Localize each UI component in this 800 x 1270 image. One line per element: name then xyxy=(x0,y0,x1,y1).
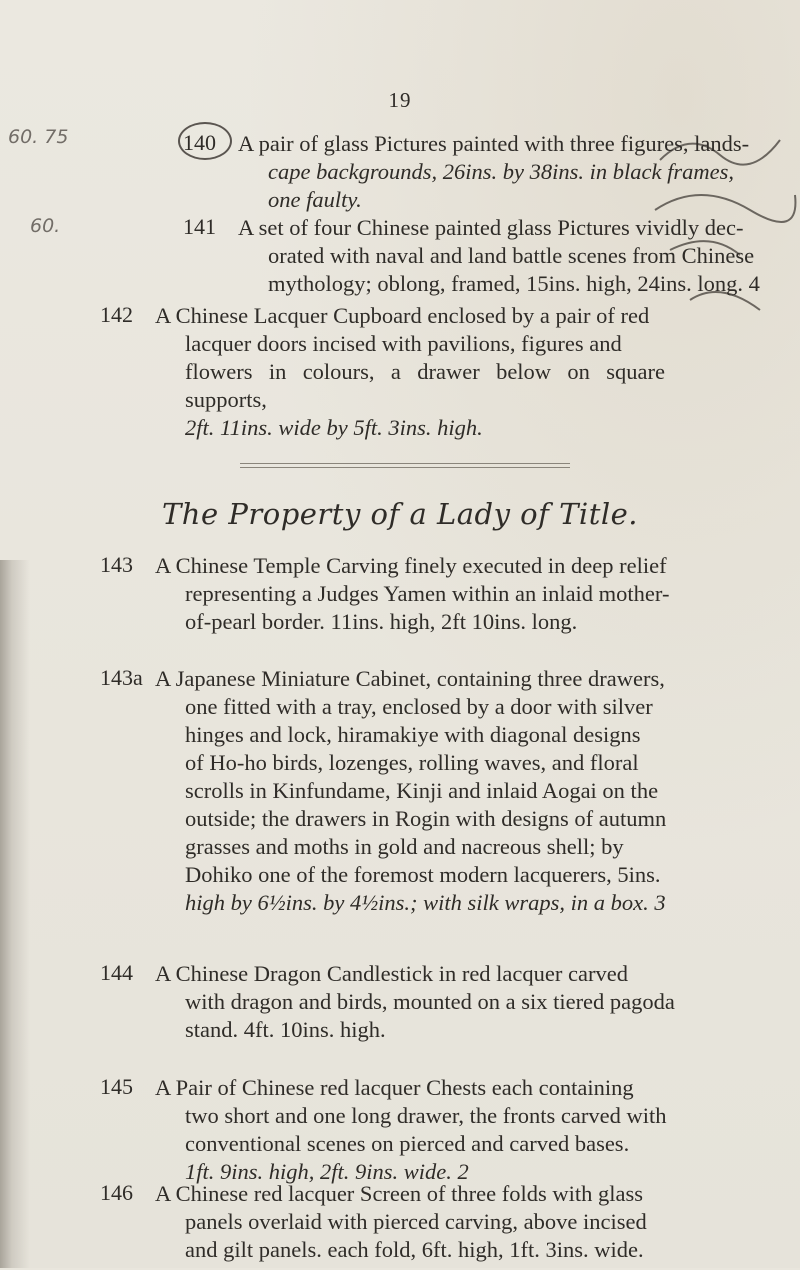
lot-142 xyxy=(100,302,720,440)
lot-number: 145 xyxy=(100,1074,133,1099)
lot-description xyxy=(238,214,783,298)
lot-description xyxy=(155,960,720,1044)
lot-line: hinges and lock, hiramakiye with diagonal designs xyxy=(185,722,641,747)
lot-lead-line: A Chinese Temple Carving finely executed in deep relief xyxy=(155,553,667,578)
lot-line: Dohiko one of the foremost modern lacquerers, 5ins. xyxy=(185,862,661,887)
lot-line: 2ft. 11ins. wide by 5ft. 3ins. high. xyxy=(185,415,483,440)
lot-number: 143a xyxy=(100,665,143,690)
lot-line: of-pearl border. 11ins. high, 2ft 10ins. long. xyxy=(185,609,578,634)
lot-number: 143 xyxy=(100,552,133,577)
handwritten-price-annotation: 60. 75 xyxy=(8,126,69,148)
lot-line: one faulty. xyxy=(268,187,362,212)
lot-line: with dragon and birds, mounted on a six tiered pagoda xyxy=(185,989,675,1014)
divider-rule xyxy=(240,463,570,464)
lot-lead-line: A pair of glass Pictures painted with three figures, lands- xyxy=(238,131,750,156)
lot-line: cape backgrounds, 26ins. by 38ins. in black frames, xyxy=(268,159,734,184)
lot-line: orated with naval and land battle scenes from Chinese xyxy=(268,243,755,268)
lot-line: two short and one long drawer, the fronts carved with xyxy=(185,1103,667,1128)
lot-line: flowers in colours, a drawer below on square supports, xyxy=(185,359,665,412)
lot-line: 1ft. 9ins. high, 2ft. 9ins. wide. 2 xyxy=(185,1159,469,1184)
lot-145 xyxy=(100,1074,720,1194)
page-number: 19 xyxy=(388,88,412,112)
lot-lead-line: A Chinese Lacquer Cupboard enclosed by a pair of red xyxy=(155,303,650,328)
lot-line: panels overlaid with pierced carving, above incised xyxy=(185,1209,647,1234)
lot-lead-line: A set of four Chinese painted glass Pictures vividly dec- xyxy=(238,215,744,240)
handwritten-price-annotation: 60. xyxy=(30,215,61,237)
lot-description xyxy=(155,1074,720,1186)
lot-143a xyxy=(100,665,720,935)
lot-line: representing a Judges Yamen within an inlaid mother- xyxy=(185,581,670,606)
lot-description xyxy=(155,665,720,917)
section-heading: The Property of a Lady of Title. xyxy=(161,497,639,531)
lot-140 xyxy=(183,130,783,220)
lot-lead-line: A Chinese red lacquer Screen of three folds with glass xyxy=(155,1181,643,1206)
lot-number: 141 xyxy=(183,214,216,239)
lot-141 xyxy=(183,214,783,304)
lot-number: 142 xyxy=(100,302,133,327)
lot-number: 146 xyxy=(100,1180,133,1205)
lot-line: high by 6½ins. by 4½ins.; with silk wraps, in a box. 3 xyxy=(185,890,666,915)
lot-number: 144 xyxy=(100,960,133,985)
lot-line: lacquer doors incised with pavilions, figures and xyxy=(185,331,622,356)
divider-rule xyxy=(240,467,570,468)
lot-line: stand. 4ft. 10ins. high. xyxy=(185,1017,386,1042)
lot-line: conventional scenes on pierced and carved bases. xyxy=(185,1131,630,1156)
lot-description xyxy=(155,552,720,636)
lot-description xyxy=(155,302,665,442)
lot-lead-line: A Japanese Miniature Cabinet, containing three drawers, xyxy=(155,666,665,691)
page-edge-shadow xyxy=(0,560,30,1268)
lot-143 xyxy=(100,552,720,642)
lot-lead-line: A Pair of Chinese red lacquer Chests each containing xyxy=(155,1075,634,1100)
lot-line: outside; the drawers in Rogin with designs of autumn xyxy=(185,806,667,831)
lot-line: and gilt panels. each fold, 6ft. high, 1ft. 3ins. wide. xyxy=(185,1237,644,1262)
lot-144 xyxy=(100,960,720,1050)
lot-description xyxy=(155,1180,720,1264)
lot-146 xyxy=(100,1180,720,1270)
lot-number: 140 xyxy=(183,130,216,155)
lot-lead-line: A Chinese Dragon Candlestick in red lacquer carved xyxy=(155,961,628,986)
lot-line: scrolls in Kinfundame, Kinji and inlaid Aogai on the xyxy=(185,778,659,803)
lot-line: grasses and moths in gold and nacreous shell; by xyxy=(185,834,624,859)
lot-description xyxy=(238,130,783,214)
lot-line: of Ho-ho birds, lozenges, rolling waves, and floral xyxy=(185,750,639,775)
lot-line: one fitted with a tray, enclosed by a door with silver xyxy=(185,694,653,719)
lot-line: mythology; oblong, framed, 15ins. high, 24ins. long. 4 xyxy=(268,271,760,296)
